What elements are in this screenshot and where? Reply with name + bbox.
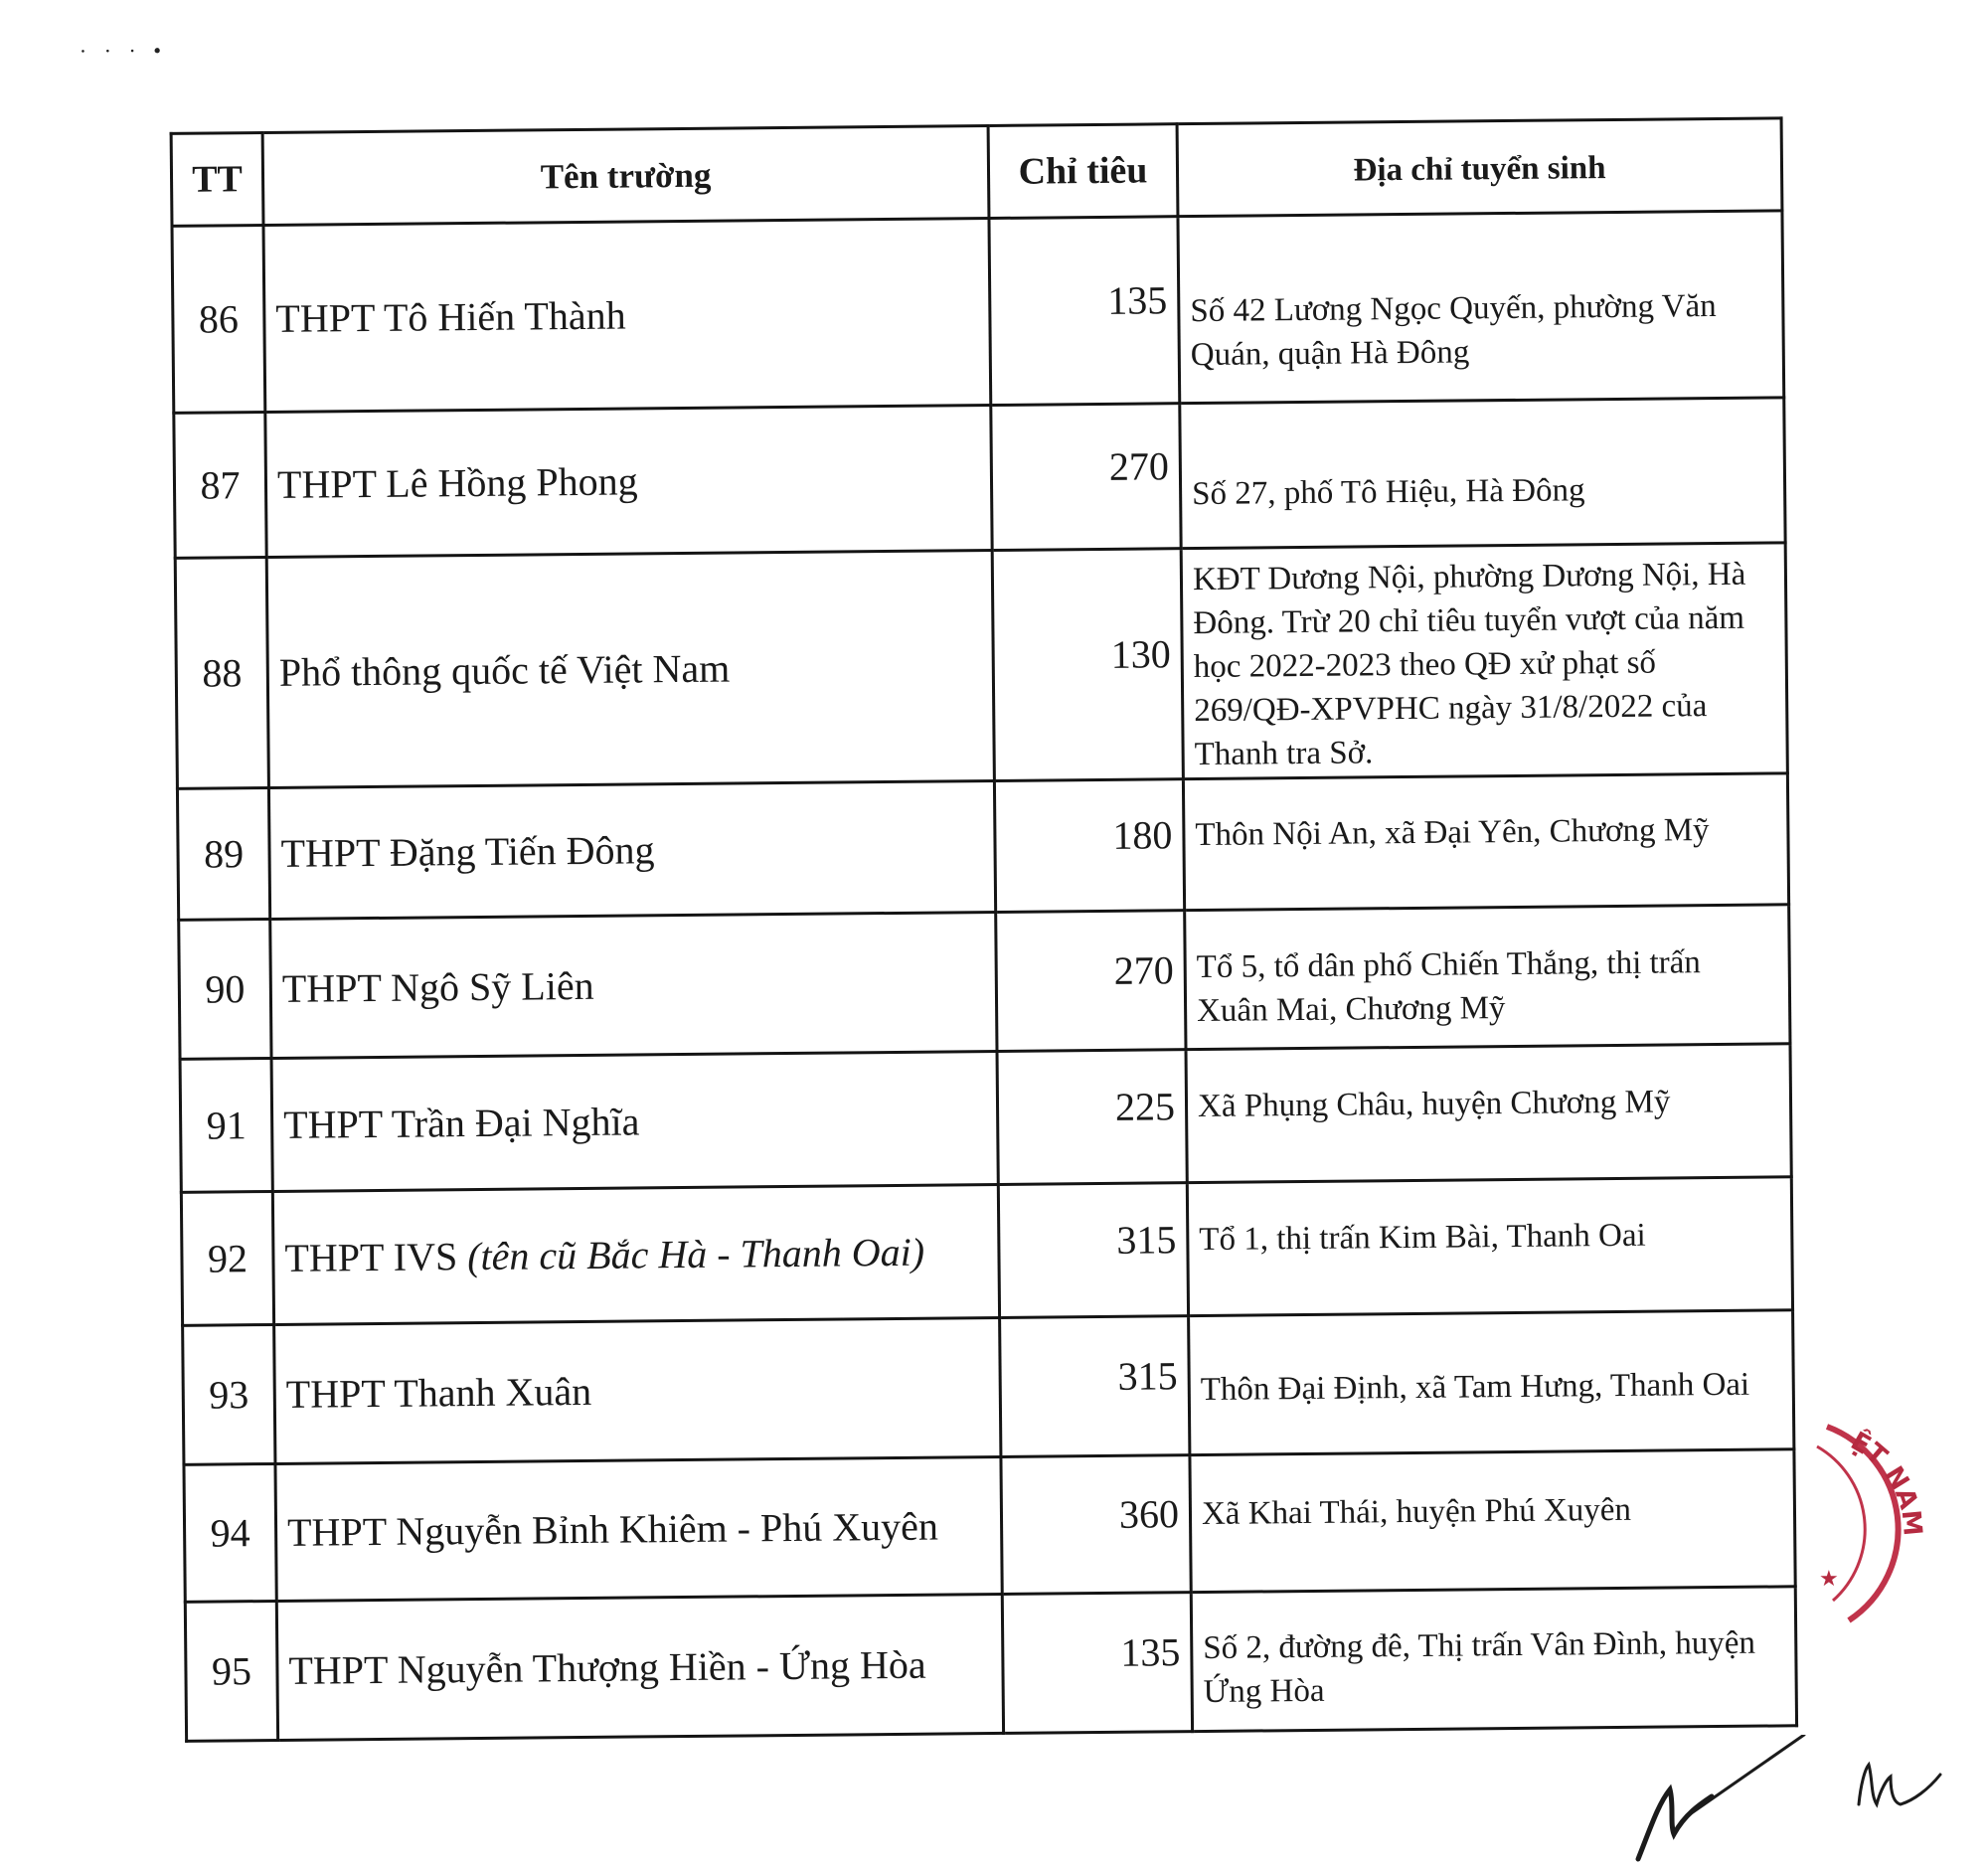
svg-text:★: ★ <box>1819 1567 1839 1592</box>
seal-text: ỆT NAM <box>1845 1426 1927 1538</box>
header-school-name-text: Tên trường <box>540 155 712 197</box>
quota-text: 135 <box>1120 1629 1181 1675</box>
quota-text: 270 <box>1113 947 1174 993</box>
quota-value <box>1000 1316 1190 1457</box>
row-number: 86 <box>172 226 265 414</box>
header-tt: TT <box>171 133 263 227</box>
quota-text: 135 <box>1107 277 1168 323</box>
row-number: 89 <box>177 787 269 920</box>
row-number: 94 <box>184 1463 276 1602</box>
header-address-text: Địa chỉ tuyển sinh <box>1353 150 1606 189</box>
table-row <box>180 1044 1791 1193</box>
admission-address: Thôn Đại Định, xã Tam Hưng, Thanh Oai <box>1189 1310 1794 1455</box>
header-school-name <box>262 126 989 226</box>
school-name: THPT Nguyễn Thượng Hiền - Ứng Hòa <box>276 1594 1003 1740</box>
admission-address: Số 2, đường đê, Thị trấn Vân Đình, huyện Ứng Hòa <box>1191 1587 1796 1732</box>
school-name: THPT Thanh Xuân <box>274 1317 1001 1463</box>
school-name: Phổ thông quốc tế Việt Nam <box>266 551 994 788</box>
table-row <box>172 211 1784 414</box>
quota-value <box>1001 1455 1191 1595</box>
quota-text: 270 <box>1108 443 1170 489</box>
corner-marks: · · · • <box>79 37 168 64</box>
table-row <box>179 905 1790 1060</box>
school-name: THPT Đặng Tiến Đông <box>268 780 995 919</box>
official-seal-icon <box>1809 1417 1988 1625</box>
row-number: 92 <box>181 1191 273 1325</box>
quota-text: 315 <box>1116 1217 1177 1263</box>
quota-value <box>998 1183 1188 1318</box>
quota-text: 180 <box>1112 812 1173 858</box>
quota-value <box>994 779 1184 913</box>
school-name: THPT Trần Đại Nghĩa <box>271 1051 998 1191</box>
quota-value <box>1002 1593 1192 1734</box>
table-row <box>185 1587 1796 1742</box>
table-row <box>184 1449 1795 1603</box>
quota-text: 225 <box>1114 1084 1176 1129</box>
header-quota: Chỉ tiêu <box>988 124 1178 219</box>
admission-address: Tổ 5, tổ dân phố Chiến Thắng, thị trấn Xuân Mai, Chương Mỹ <box>1185 905 1790 1050</box>
quota-value <box>996 911 1186 1052</box>
row-number: 87 <box>174 413 266 559</box>
former-school-name: (tên cũ Bắc Hà - Thanh Oai) <box>466 1229 925 1279</box>
quota-value <box>997 1050 1187 1185</box>
admission-address: Số 27, phố Tô Hiệu, Hà Đông <box>1180 398 1785 549</box>
row-number: 91 <box>180 1058 272 1192</box>
quota-text: 315 <box>1117 1353 1178 1399</box>
table-row <box>175 543 1787 789</box>
row-number: 90 <box>179 919 271 1059</box>
table-row <box>177 773 1788 921</box>
header-address <box>1177 118 1782 217</box>
school-name-text: THPT IVS <box>284 1234 458 1280</box>
row-number: 95 <box>185 1601 277 1741</box>
admission-address <box>1190 1449 1795 1593</box>
quota-text: 360 <box>1118 1491 1180 1537</box>
school-name: THPT Tô Hiến Thành <box>263 219 991 413</box>
table-header-row <box>171 118 1782 227</box>
admission-address-text: Xã Khai Thái, huyện Phú Xuyên <box>1201 1491 1632 1532</box>
quota-value <box>989 217 1180 406</box>
row-number: 88 <box>175 558 268 789</box>
admission-address: Số 42 Lương Ngọc Quyến, phường Văn Quán, quận Hà Đông <box>1178 211 1784 404</box>
svg-text:ỆT NAM <box>1846 1425 1927 1537</box>
school-name: THPT Ngô Sỹ Liên <box>270 912 997 1058</box>
admission-address: KĐT Dương Nội, phường Dương Nội, Hà Đông. Trừ 20 chỉ tiêu tuyển vượt của năm học 2022-2023 theo QĐ xử phạt số 269/QĐ-XPVPHC ngày 31/8/2022 của Thanh tra Sở. <box>1181 543 1787 779</box>
row-number: 93 <box>183 1324 275 1464</box>
school-name <box>272 1184 999 1324</box>
admission-address-text: Xã Phụng Châu, huyện Chương Mỹ <box>1197 1083 1671 1124</box>
admission-address <box>1186 1044 1791 1183</box>
admission-address <box>1183 773 1788 911</box>
table-row <box>174 398 1785 559</box>
table-row <box>181 1177 1792 1326</box>
table-row <box>183 1310 1794 1465</box>
quota-value <box>992 549 1183 781</box>
school-name: THPT Nguyễn Bỉnh Khiêm - Phú Xuyên <box>275 1456 1002 1601</box>
admission-address <box>1187 1177 1792 1316</box>
quota-text: 130 <box>1110 631 1171 677</box>
admissions-quota-table <box>170 116 1798 1743</box>
admission-address-text: Tổ 1, thị trấn Kim Bài, Thanh Oai <box>1199 1217 1646 1258</box>
handwritten-signature-icon <box>1630 1735 1968 1864</box>
quota-value <box>991 404 1181 551</box>
school-name: THPT Lê Hồng Phong <box>265 406 992 558</box>
admission-address-text: Thôn Nội An, xã Đại Yên, Chương Mỹ <box>1195 811 1710 853</box>
